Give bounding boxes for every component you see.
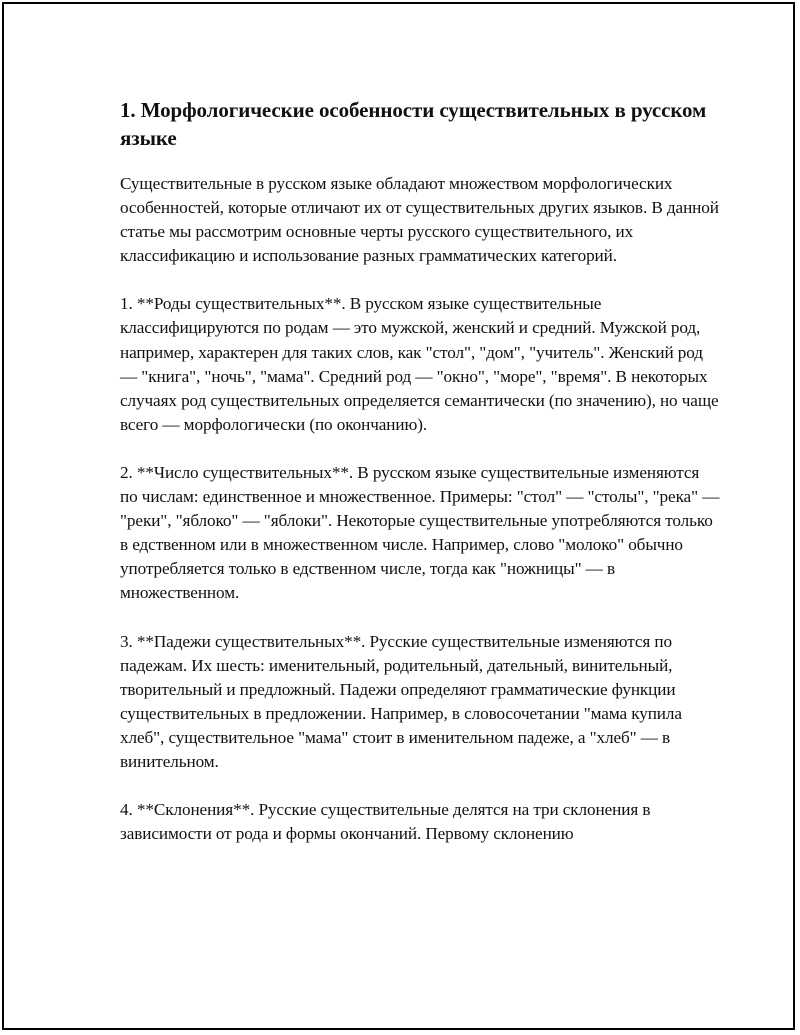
declensions-paragraph: 4. **Склонения**. Русские существительные делятся на три склонения в зависимости от рода и формы окончаний. Первому склонению [120,800,651,844]
document-body [120,96,720,870]
number-paragraph: 2. **Число существительных**. В русском языке существительные изменяются по числам: единственное и множественное. Примеры: "стол" — "столы", "река" — "реки", "яблоко" — "яблоки". Некоторые существительные употребляются только в едственном или в множественном числе. Например, слово "молоко" обычно употребляется только в едственном числе, тогда как "ножницы" — в множественном. [120,462,720,603]
document-title: 1. Морфологические особенности существительных в русском языке [120,98,707,150]
cases-paragraph: 3. **Падежи существительных**. Русские существительные изменяются по падежам. Их шесть: именительный, родительный, дательный, винительный, творительный и предложный. Падежи определяют грамматические функции существительных в предложении. Например, в словосочетании "мама купила хлеб", существительное "мама" стоит в именительном падеже, а "хлеб" — в винительном. [120,631,682,771]
genders-paragraph: 1. **Роды существительных**. В русском языке существительные классифицируются по родам — это мужской, женский и средний. Мужской род, например, характерен для таких слов, как "стол", "дом", "учитель". Женский род — "книга", "ночь", "мама". Средний род — "окно", "море", "время". В некоторых случаях род существительных определяется семантически (по значению), но чаще всего — морфологически (по окончанию). [120,294,719,434]
document-page [2,2,795,1030]
intro-paragraph: Существительные в русском языке обладают множеством морфологических особенностей, которые отличают их от существительных других языков. В данной статье мы рассмотрим основные черты русского существительного, их классификацию и использование разных грамматических категорий. [120,174,719,266]
